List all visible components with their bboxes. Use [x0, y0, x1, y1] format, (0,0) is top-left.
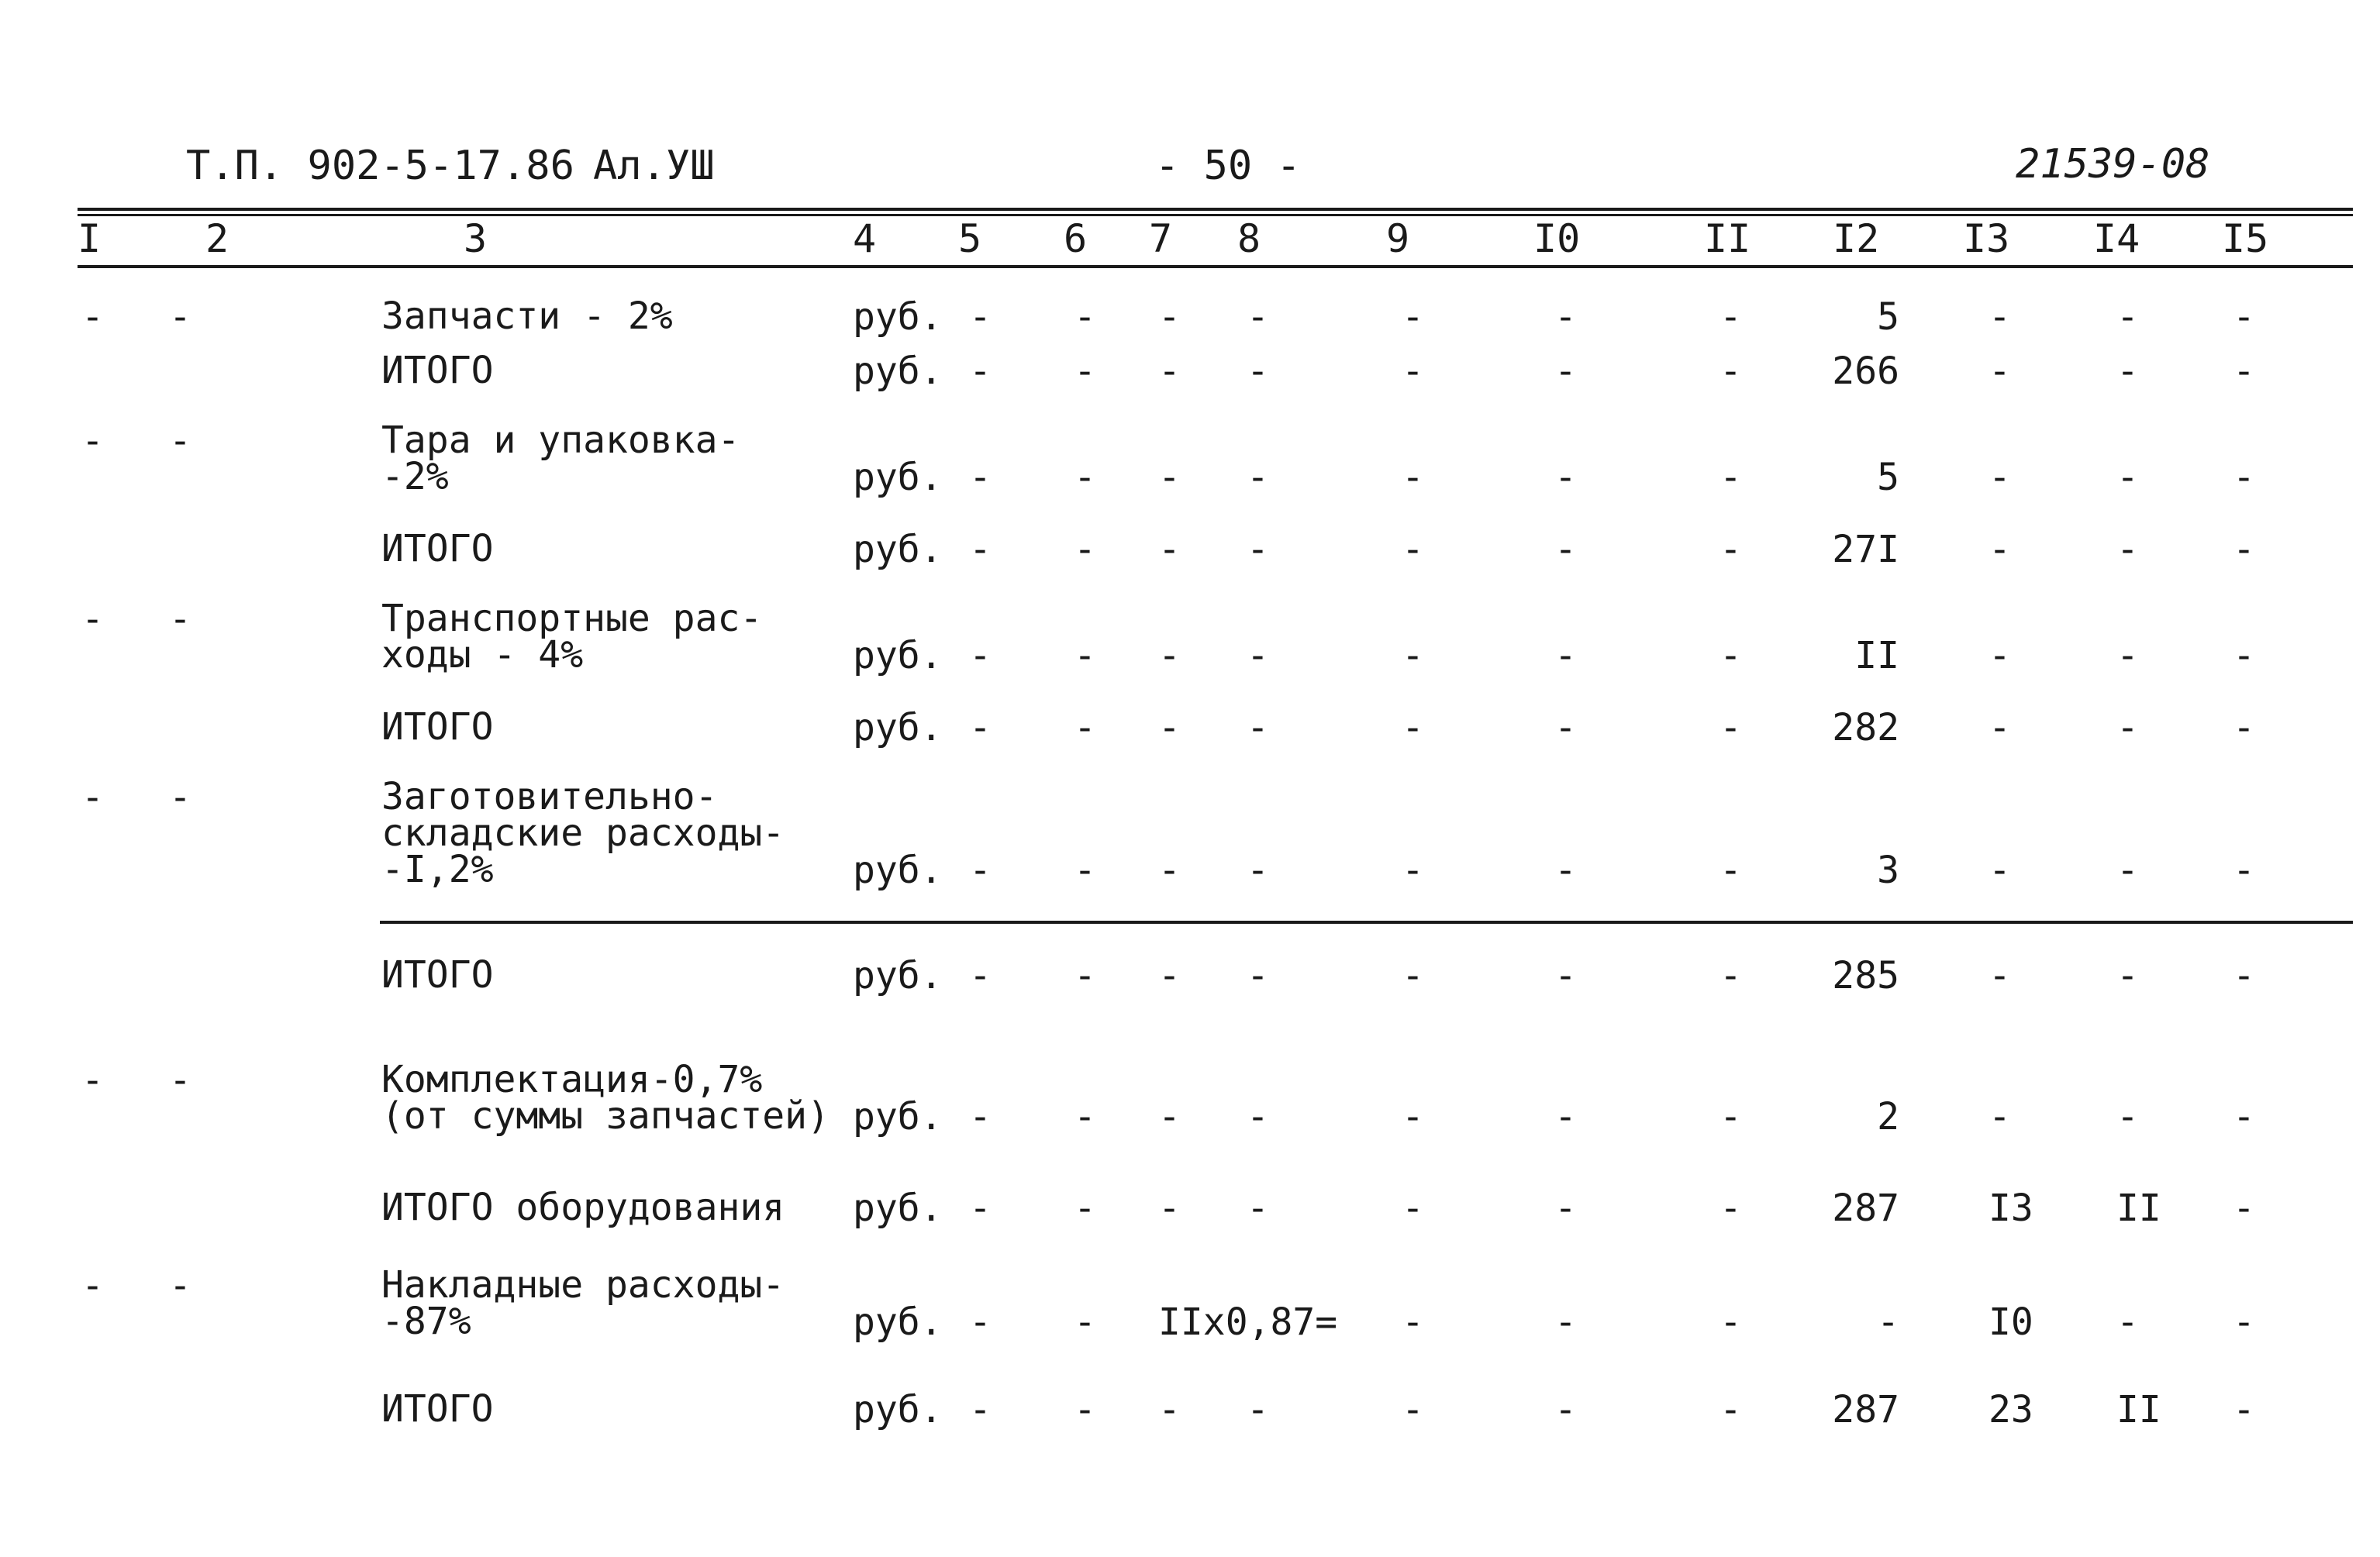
col-13-cell: -	[1989, 849, 2011, 892]
col-5-cell: -	[969, 295, 992, 339]
col-15-cell: -	[2233, 456, 2255, 499]
col-11-cell: -	[1719, 1095, 1742, 1138]
col-15-cell: -	[2233, 350, 2255, 393]
col-14-cell: II	[2116, 1187, 2161, 1230]
col-8-cell: -	[1247, 528, 1269, 571]
col-13-cell: 23	[1989, 1388, 2033, 1431]
unit-cell: руб.	[853, 350, 943, 393]
col-1-cell: -	[81, 419, 104, 463]
col-10-cell: -	[1554, 1095, 1577, 1138]
col-8-cell: -	[1247, 350, 1269, 393]
col-1-cell: -	[81, 776, 104, 819]
col-10-cell: -	[1554, 295, 1577, 339]
col-6-cell: -	[1074, 1388, 1096, 1431]
col-5-cell: -	[969, 849, 992, 892]
col-15-cell: -	[2233, 954, 2255, 997]
col-11-cell: -	[1719, 456, 1742, 499]
col-8-cell: -	[1247, 295, 1269, 339]
column-number-6: 6	[1064, 216, 1088, 261]
item-name: ИТОГО	[381, 527, 494, 570]
col-8-cell: -	[1247, 634, 1269, 677]
col-12-cell: 285	[1832, 954, 1899, 997]
col-9-cell: -	[1402, 634, 1424, 677]
col-12-cell: 5	[1877, 295, 1899, 339]
col-2-cell: -	[169, 598, 191, 641]
col-11-cell: -	[1719, 954, 1742, 997]
album-number: Ал.УШ	[593, 143, 715, 189]
col-9-cell: -	[1402, 954, 1424, 997]
column-number-14: I4	[2093, 216, 2140, 261]
col-6-cell: -	[1074, 634, 1096, 677]
document-code: 21539-08	[2016, 141, 2210, 188]
col-12-cell: 2	[1877, 1095, 1899, 1138]
col-9-cell: -	[1402, 350, 1424, 393]
col-9-cell: -	[1402, 1095, 1424, 1138]
col-14-cell: -	[2116, 350, 2139, 393]
col-9-cell: -	[1402, 1187, 1424, 1230]
item-name: Заготовительно- складские расходы- -I,2%	[381, 775, 785, 891]
col-13-cell: -	[1989, 456, 2011, 499]
item-name: ИТОГО оборудования	[381, 1186, 785, 1229]
col-14-cell: -	[2116, 706, 2139, 749]
col-15-cell: -	[2233, 1388, 2255, 1431]
col-13-cell: -	[1989, 1095, 2011, 1138]
col-15-cell: -	[2233, 295, 2255, 339]
col-7-cell: -	[1158, 706, 1181, 749]
col-6-cell: -	[1074, 849, 1096, 892]
col-12-cell: 5	[1877, 456, 1899, 499]
col-5-cell: -	[969, 634, 992, 677]
column-number-4: 4	[853, 216, 877, 261]
col-1-cell: -	[81, 1059, 104, 1102]
col-14-cell: -	[2116, 849, 2139, 892]
col-14-cell: -	[2116, 295, 2139, 339]
col-6-cell: -	[1074, 1300, 1096, 1344]
col-14-cell: -	[2116, 528, 2139, 571]
col-15-cell: -	[2233, 1300, 2255, 1344]
item-name: ИТОГО	[381, 1387, 494, 1431]
col-13-cell: I0	[1989, 1300, 2033, 1344]
project-number: Т.П. 902-5-17.86	[186, 143, 574, 189]
col-6-cell: -	[1074, 528, 1096, 571]
col-15-cell: -	[2233, 706, 2255, 749]
item-name: Запчасти - 2%	[381, 295, 673, 338]
col-6-cell: -	[1074, 1095, 1096, 1138]
unit-cell: руб.	[853, 528, 943, 571]
unit-cell: руб.	[853, 1095, 943, 1138]
unit-cell: руб.	[853, 1187, 943, 1230]
top-rule-double	[78, 214, 2353, 216]
col-2-cell: -	[169, 295, 191, 339]
col-11-cell: -	[1719, 295, 1742, 339]
col-13-cell: -	[1989, 706, 2011, 749]
col-11-cell: -	[1719, 1187, 1742, 1230]
col-10-cell: -	[1554, 706, 1577, 749]
unit-cell: руб.	[853, 295, 943, 339]
col-11-cell: -	[1719, 706, 1742, 749]
col-2-cell: -	[169, 776, 191, 819]
col-5-cell: -	[969, 954, 992, 997]
col-14-cell: -	[2116, 456, 2139, 499]
col-7-cell: -	[1158, 954, 1181, 997]
col-13-cell: -	[1989, 634, 2011, 677]
col-5-cell: -	[969, 350, 992, 393]
item-name: ИТОГО	[381, 953, 494, 997]
col-5-cell: -	[969, 706, 992, 749]
col-13-cell: I3	[1989, 1187, 2033, 1230]
item-name: ИТОГО	[381, 705, 494, 749]
col-9-cell: -	[1402, 456, 1424, 499]
col-5-cell: -	[969, 1300, 992, 1344]
unit-cell: руб.	[853, 706, 943, 749]
col-9-cell: -	[1402, 1388, 1424, 1431]
col-1-cell: -	[81, 1264, 104, 1307]
col-10-cell: -	[1554, 528, 1577, 571]
col-7-cell: -	[1158, 528, 1181, 571]
unit-cell: руб.	[853, 954, 943, 997]
col-9-cell: -	[1402, 528, 1424, 571]
column-number-10: I0	[1533, 216, 1581, 261]
unit-cell: руб.	[853, 849, 943, 892]
col-13-cell: -	[1989, 350, 2011, 393]
col-11-cell: -	[1719, 849, 1742, 892]
col-11-cell: -	[1719, 1300, 1742, 1344]
col-1-cell: -	[81, 598, 104, 641]
col-12-cell: -	[1877, 1300, 1899, 1344]
unit-cell: руб.	[853, 1388, 943, 1431]
col-6-cell: -	[1074, 295, 1096, 339]
col-9-cell: -	[1402, 849, 1424, 892]
subtotal-rule	[380, 921, 2353, 924]
col-5-cell: -	[969, 1187, 992, 1230]
unit-cell: руб.	[853, 634, 943, 677]
col-2-cell: -	[169, 1264, 191, 1307]
col-6-cell: -	[1074, 350, 1096, 393]
col-11-cell: -	[1719, 634, 1742, 677]
col-12-cell: 287	[1832, 1388, 1899, 1431]
column-number-11: II	[1704, 216, 1751, 261]
col-6-cell: -	[1074, 954, 1096, 997]
col-15-cell: -	[2233, 634, 2255, 677]
unit-cell: руб.	[853, 456, 943, 499]
col-5-cell: -	[969, 456, 992, 499]
col-15-cell: -	[2233, 1095, 2255, 1138]
col-8-cell: -	[1247, 706, 1269, 749]
col-7-cell: -	[1158, 456, 1181, 499]
column-number-7: 7	[1149, 216, 1173, 261]
col-10-cell: -	[1554, 350, 1577, 393]
col-7-cell: -	[1158, 1187, 1181, 1230]
col-7-cell: -	[1158, 634, 1181, 677]
page-number: - 50 -	[1155, 143, 1301, 189]
column-number-5: 5	[958, 216, 982, 261]
col-7-cell: -	[1158, 1095, 1181, 1138]
col-11-cell: -	[1719, 528, 1742, 571]
column-number-1: I	[78, 216, 102, 261]
col-5-cell: -	[969, 1095, 992, 1138]
col-13-cell: -	[1989, 528, 2011, 571]
col-13-cell: -	[1989, 295, 2011, 339]
column-number-13: I3	[1963, 216, 2010, 261]
col-8-cell: -	[1247, 954, 1269, 997]
col-2-cell: -	[169, 1059, 191, 1102]
col-8-cell: -	[1247, 456, 1269, 499]
item-name: ИТОГО	[381, 349, 494, 392]
col-5-cell: -	[969, 1388, 992, 1431]
column-number-15: I5	[2222, 216, 2269, 261]
col-14-cell: II	[2116, 1388, 2161, 1431]
col-13-cell: -	[1989, 954, 2011, 997]
col-9-cell: -	[1402, 706, 1424, 749]
col-11-cell: -	[1719, 1388, 1742, 1431]
item-name: Транспортные рас- ходы - 4%	[381, 597, 763, 677]
col-7-cell: -	[1158, 350, 1181, 393]
col-10-cell: -	[1554, 634, 1577, 677]
col-7-cell: -	[1158, 849, 1181, 892]
col-9-cell: -	[1402, 295, 1424, 339]
col-2-cell: -	[169, 419, 191, 463]
col-15-cell: -	[2233, 1187, 2255, 1230]
col-5-cell: -	[969, 528, 992, 571]
col-12-cell: 287	[1832, 1187, 1899, 1230]
col-8-cell: -	[1247, 1388, 1269, 1431]
col-15-cell: -	[2233, 528, 2255, 571]
column-number-9: 9	[1386, 216, 1410, 261]
item-name: Накладные расходы- -87%	[381, 1263, 785, 1343]
col-7-cell: -	[1158, 1388, 1181, 1431]
col-1-cell: -	[81, 295, 104, 339]
column-header-rule	[78, 265, 2353, 268]
col-11-cell: -	[1719, 350, 1742, 393]
col-12-cell: 282	[1832, 706, 1899, 749]
col-6-cell: -	[1074, 1187, 1096, 1230]
col-15-cell: -	[2233, 849, 2255, 892]
top-rule	[78, 208, 2353, 211]
unit-cell: руб.	[853, 1300, 943, 1344]
col-10-cell: -	[1554, 1388, 1577, 1431]
column-number-3: 3	[464, 216, 488, 261]
col-6-cell: -	[1074, 706, 1096, 749]
item-name: Комплектация-0,7% (от суммы запчастей)	[381, 1058, 830, 1138]
col-12-cell: II	[1854, 634, 1899, 677]
col-8-cell: -	[1247, 1095, 1269, 1138]
col-14-cell: -	[2116, 1095, 2139, 1138]
col-10-cell: -	[1554, 1300, 1577, 1344]
column-number-12: I2	[1833, 216, 1880, 261]
col-12-cell: 27I	[1832, 528, 1899, 571]
col-8-cell: -	[1247, 849, 1269, 892]
col-12-cell: 3	[1877, 849, 1899, 892]
col-10-cell: -	[1554, 849, 1577, 892]
formula-cell: IIx0,87=	[1158, 1300, 1338, 1344]
col-10-cell: -	[1554, 954, 1577, 997]
col-12-cell: 266	[1832, 350, 1899, 393]
col-14-cell: -	[2116, 954, 2139, 997]
column-number-2: 2	[205, 216, 229, 261]
col-10-cell: -	[1554, 456, 1577, 499]
item-name: Тара и упаковка- -2%	[381, 419, 740, 498]
col-14-cell: -	[2116, 634, 2139, 677]
col-6-cell: -	[1074, 456, 1096, 499]
col-8-cell: -	[1247, 1187, 1269, 1230]
col-9-cell: -	[1402, 1300, 1424, 1344]
col-10-cell: -	[1554, 1187, 1577, 1230]
col-7-cell: -	[1158, 295, 1181, 339]
col-14-cell: -	[2116, 1300, 2139, 1344]
column-number-8: 8	[1237, 216, 1261, 261]
